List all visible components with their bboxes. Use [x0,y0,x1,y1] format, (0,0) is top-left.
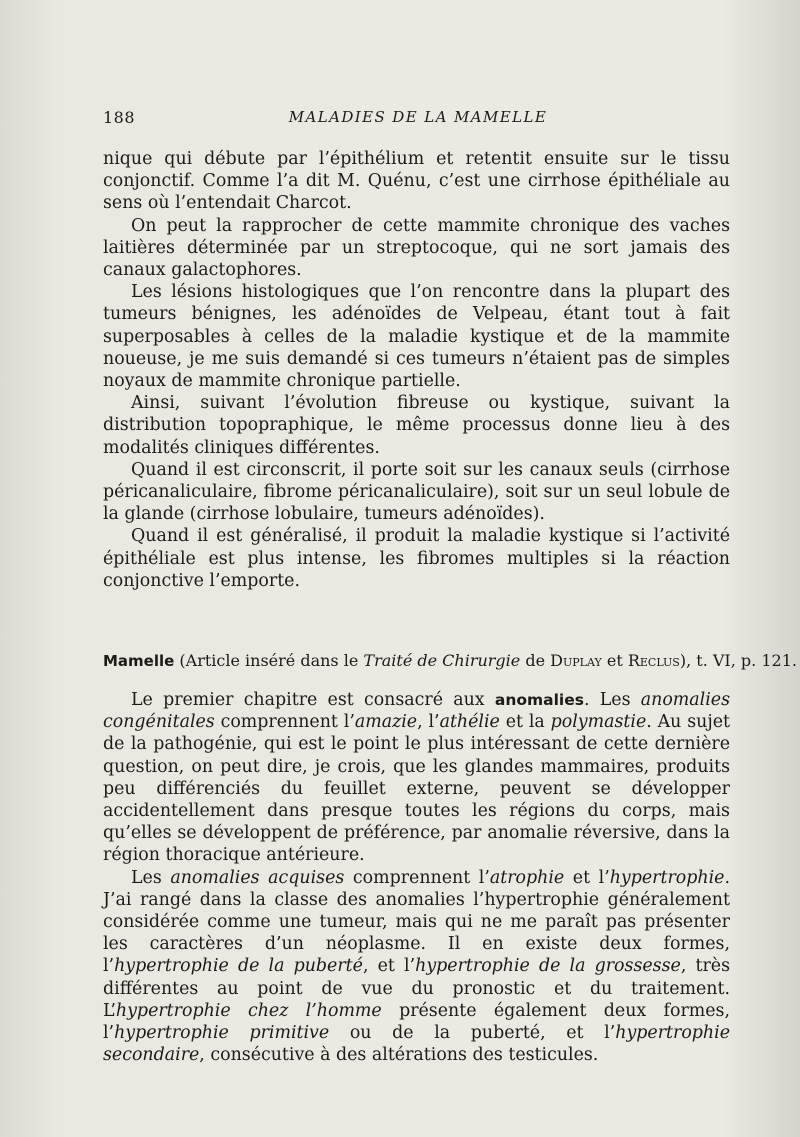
italic-term: amazie [354,712,418,733]
italic-term: hypertrophie [609,867,725,888]
text-run: ou de la puberté, et l’ [349,1023,616,1044]
entry-author-2: Reclus [627,651,680,670]
italic-term: hypertrophie secondaire [103,1023,730,1066]
text-run: et la [505,712,545,733]
paragraph [103,689,730,867]
text-run: , l’ [417,712,440,733]
entry-et: et [606,651,623,670]
keyword-anomalies: anomalies [494,691,584,709]
text-run: et l’ [572,867,610,888]
italic-term: hypertrophie de la grossesse [415,956,681,977]
paragraph: nique qui débute par l’épithélium et retentit ensuite sur le tissu conjonctif. Comme l’a dit M. Quénu, c’est une cirrhose épithéliale au sens où l’entendait Charcot. [103,149,730,214]
text-run: , très différentes au point de vue du pronostic et du traitement. L’ [103,956,730,1021]
entry-keyword: Mamelle [103,652,175,670]
paragraph [103,867,730,1067]
text-run: comprennent l’ [352,867,490,888]
italic-term: anomalies congénitales [103,690,730,733]
paragraph: On peut la rapprocher de cette mammite chronique des vaches laitières déterminée par un streptocoque, qui ne sort jamais des canaux galactophores. [103,215,730,281]
paragraph: Les lésions histologiques que l’on rencontre dans la plupart des tumeurs bénignes, les adénoïdes de Velpeau, étant tout à fait superposables à celles de la maladie kystique et de la mammite noueuse, je me suis demandé si ces tumeurs n’étaient pas de simples noyaux de mammite chronique partielle. [103,282,730,392]
text-run: . Les [583,690,631,710]
running-head [103,108,733,132]
italic-term: hypertrophie de la puberté [114,956,363,977]
entry-book-title: Traité de Chirurgie [363,651,521,670]
paragraph: Quand il est circonscrit, il porte soit sur les canaux seuls (cirrhose péricanaliculaire, fibrome péricanaliculaire), soit sur un seul lobule de la glande (cirrhose lobulaire, tumeurs adénoïdes). [103,459,730,525]
text-run: présente également deux formes, l’ [103,1000,730,1044]
running-title: MALADIES DE LA MAMELLE [288,108,548,126]
bibliography-entry-heading [103,650,797,672]
italic-term: polymastie [550,712,647,733]
entry-reference: ), t. VI, p. 121. [679,651,797,670]
text-run: , consécutive à des altérations des testicules. [199,1045,599,1066]
text-run: comprennent l’ [220,712,355,733]
italic-term: hypertrophie chez l’homme [115,1000,382,1021]
paragraph: Quand il est généralisé, il produit la maladie kystique si l’activité épithéliale est plus intense, les fibromes multiples si la réaction conjonctive l’emporte. [103,526,730,591]
entry-open: (Article inséré dans le [179,651,359,670]
entry-de: de [525,651,546,670]
text-run: Les [131,867,162,888]
text-run: , et l’ [362,956,416,977]
body-text-top [103,148,730,592]
italic-term: anomalies acquises [170,867,345,888]
italic-term: athélie [439,712,500,733]
text-run: Le premier chapitre est consacré aux [131,690,485,710]
italic-term: hypertrophie primitive [114,1023,330,1044]
text-run: . J’ai rangé dans la classe des anomalies l’hypertrophie généralement considérée comme une tumeur, mais qui ne me paraît pas présenter les caractères d’un néoplasme. Il en existe deux formes, l’ [103,867,730,977]
body-text-bottom [103,689,730,1066]
italic-term: atrophie [489,867,565,888]
entry-author-1: Duplay [550,651,602,670]
page-number: 188 [103,108,136,127]
paragraph: Ainsi, suivant l’évolution fibreuse ou kystique, suivant la distribution topopraphique, le même processus donne lieu à des modalités cliniques différentes. [103,393,730,458]
text-run: . Au sujet de la pathogénie, qui est le point le plus intéressant de cette dernière question, on peut dire, je crois, que les glandes mammaires, produits peu différenciés du feuillet externe, peuvent se développer accidentellement dans presque toutes les régions du corps, mais qu’elles se développent de préférence, par anomalie réversive, dans la région thoracique antérieure. [103,712,731,866]
